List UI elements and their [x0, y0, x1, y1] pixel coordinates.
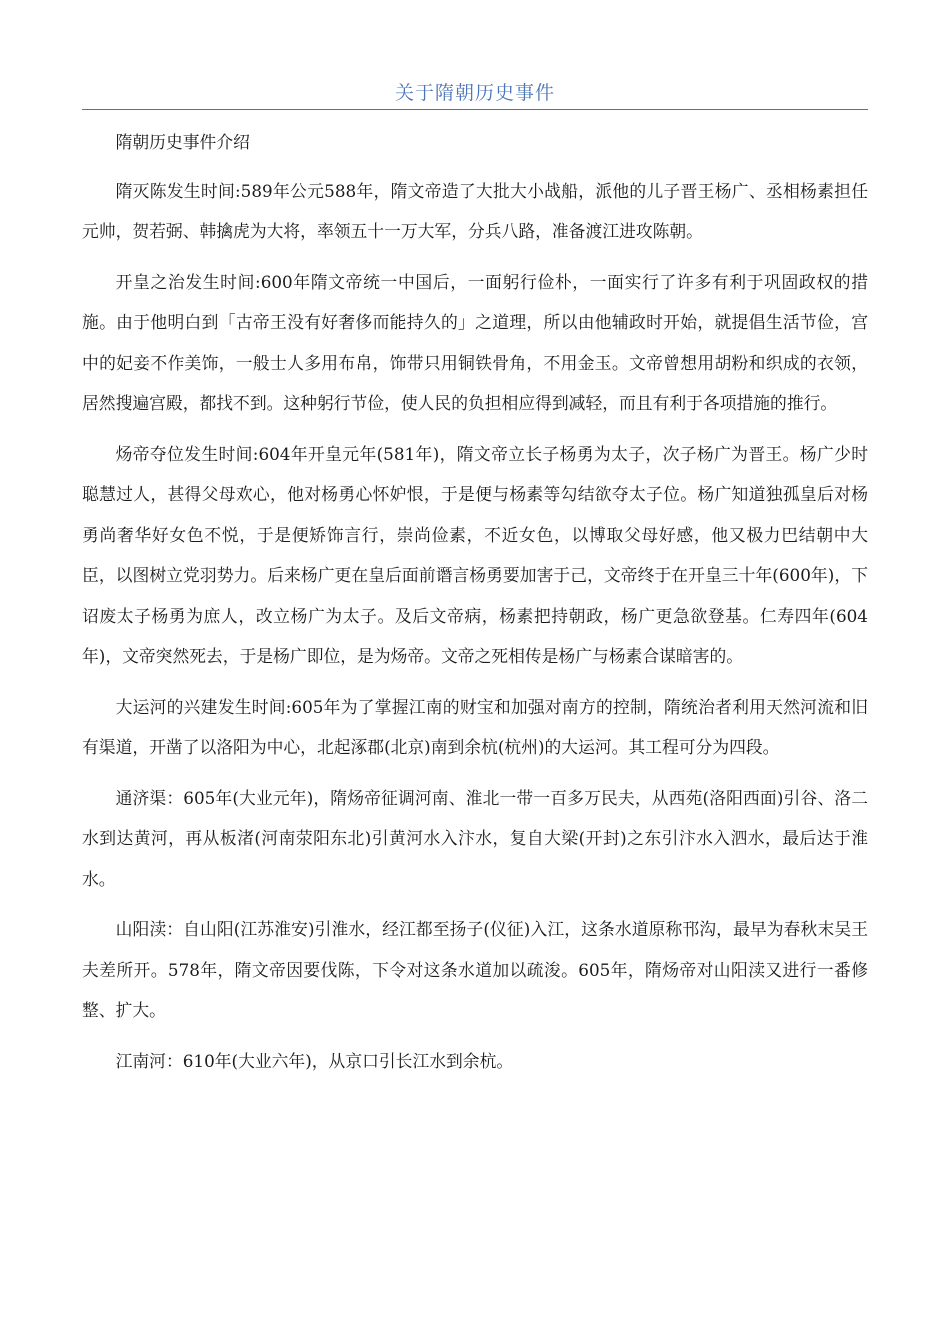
paragraph-yangdi-seizes-throne: 炀帝夺位发生时间:604年开皇元年(581年)，隋文帝立长子杨勇为太子，次子杨广为晋王。杨广少时聪慧过人，甚得父母欢心，他对杨勇心怀妒恨，于是便与杨素等勾结欲夺太子位。杨广知道独孤皇后对杨勇尚奢华好女色不悦，于是便矫饰言行，崇尚俭素，不近女色，以博取父母好感，他又极力巴结朝中大臣，以图树立党羽势力。后来杨广更在皇后面前谮言杨勇要加害于己，文帝终于在开皇三十年(600年)，下诏废太子杨勇为庶人，改立杨广为太子。及后文帝病，杨素把持朝政，杨广更急欲登基。仁寿四年(604年)，文帝突然死去，于是杨广即位，是为炀帝。文帝之死相传是杨广与杨素合谋暗害的。 [82, 443, 868, 666]
header-divider [82, 109, 868, 110]
paragraph-kaihuang-rule: 开皇之治发生时间:600年隋文帝统一中国后，一面躬行俭朴，一面实行了许多有利于巩固政权的措施。由于他明白到「古帝王没有好奢侈而能持久的」之道理，所以由他辅政时开始，就提倡生活节俭，宫中的妃妾不作美饰，一般士人多用布帛，饰带只用铜铁骨角，不用金玉。文帝曾想用胡粉和织成的衣领，居然搜遍宫殿，都找不到。这种躬行节俭，使人民的负担相应得到减轻，而且有利于各项措施的推行。 [82, 271, 868, 413]
paragraph-sui-conquers-chen: 隋灭陈发生时间:589年公元588年，隋文帝造了大批大小战船，派他的儿子晋王杨广、丞相杨素担任元帅，贺若弼、韩擒虎为大将，率领五十一万大军，分兵八路，准备渡江进攻陈朝。 [82, 180, 868, 241]
paragraph-grand-canal: 大运河的兴建发生时间:605年为了掌握江南的财宝和加强对南方的控制，隋统治者利用天然河流和旧有渠道，开凿了以洛阳为中心，北起涿郡(北京)南到余杭(杭州)的大运河。其工程可分为四段。 [82, 696, 868, 757]
paragraph-jiangnan-canal: 江南河：610年(大业六年)，从京口引长江水到余杭。 [115, 1050, 514, 1071]
document-body [82, 122, 868, 1091]
page-header-title: 关于隋朝历史事件 [394, 82, 555, 104]
paragraph-tongji-canal: 通济渠：605年(大业元年)，隋炀帝征调河南、淮北一带一百多万民夫，从西苑(洛阳西面)引谷、洛二水到达黄河，再从板渚(河南荥阳东北)引黄河水入汴水，复自大梁(开封)之东引汴水入泗水，最后达于淮水。 [82, 787, 868, 889]
section-heading: 隋朝历史事件介绍 [115, 132, 250, 152]
paragraph-shanyang-canal: 山阳渎：自山阳(江苏淮安)引淮水，经江都至扬子(仪征)入江，这条水道原称邗沟，最早为春秋末吴王夫差所开。578年，隋文帝因要伐陈，下令对这条水道加以疏浚。605年，隋炀帝对山阳渎又进行一番修整、扩大。 [82, 919, 868, 1020]
